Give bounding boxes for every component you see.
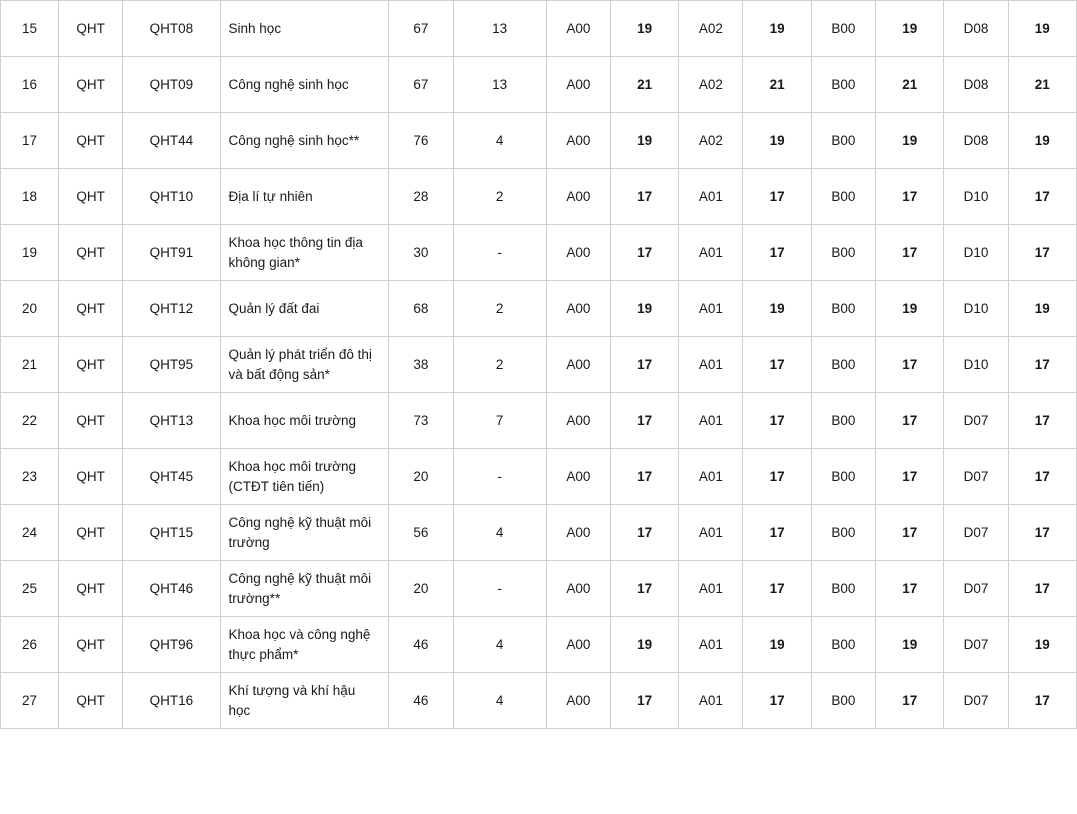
cell-blk4: D10 (944, 281, 1008, 337)
cell-stt: 20 (1, 281, 59, 337)
cell-score4: 17 (1008, 449, 1076, 505)
cell-score3: 21 (876, 57, 944, 113)
table-row (1, 505, 1077, 561)
cell-score1: 17 (610, 561, 678, 617)
cell-score3: 17 (876, 225, 944, 281)
cell-blk1: A00 (546, 449, 610, 505)
cell-score2: 19 (743, 281, 811, 337)
cell-score3: 19 (876, 617, 944, 673)
cell-stt: 24 (1, 505, 59, 561)
cell-stt: 22 (1, 393, 59, 449)
cell-quota: 67 (389, 1, 453, 57)
cell-score2: 17 (743, 337, 811, 393)
cell-score4: 19 (1008, 1, 1076, 57)
cell-code: QHT08 (123, 1, 220, 57)
cell-blk2: A01 (679, 449, 743, 505)
cell-blk2: A02 (679, 113, 743, 169)
cell-code: QHT10 (123, 169, 220, 225)
table-row (1, 225, 1077, 281)
cell-blk3: B00 (811, 673, 875, 729)
table-row (1, 561, 1077, 617)
cell-group: QHT (58, 337, 122, 393)
cell-stt: 19 (1, 225, 59, 281)
cell-stt: 15 (1, 1, 59, 57)
cell-score4: 19 (1008, 281, 1076, 337)
cell-score1: 17 (610, 337, 678, 393)
cell-score1: 17 (610, 673, 678, 729)
cell-blk4: D10 (944, 225, 1008, 281)
cell-blk3: B00 (811, 281, 875, 337)
cell-stt: 16 (1, 57, 59, 113)
cell-blk3: B00 (811, 337, 875, 393)
cell-major: Khoa học và công nghệ thực phẩm* (220, 617, 389, 673)
cell-score4: 19 (1008, 113, 1076, 169)
cell-score3: 19 (876, 113, 944, 169)
cell-score1: 17 (610, 169, 678, 225)
cell-code: QHT12 (123, 281, 220, 337)
cell-score2: 19 (743, 1, 811, 57)
cell-blk4: D07 (944, 505, 1008, 561)
cell-blk4: D07 (944, 617, 1008, 673)
cell-code: QHT13 (123, 393, 220, 449)
cell-major: Quản lý phát triển đô thị và bất động sản* (220, 337, 389, 393)
cell-stt: 26 (1, 617, 59, 673)
cell-group: QHT (58, 169, 122, 225)
cell-blk2: A02 (679, 1, 743, 57)
cell-enrolled: 4 (453, 113, 546, 169)
cell-quota: 28 (389, 169, 453, 225)
cell-major: Địa lí tự nhiên (220, 169, 389, 225)
cell-enrolled: 2 (453, 169, 546, 225)
cell-major: Khí tượng và khí hậu học (220, 673, 389, 729)
table-row (1, 169, 1077, 225)
cell-enrolled: 2 (453, 337, 546, 393)
table-row (1, 617, 1077, 673)
cell-enrolled: - (453, 561, 546, 617)
cell-score2: 17 (743, 169, 811, 225)
cell-blk1: A00 (546, 225, 610, 281)
cell-score2: 17 (743, 393, 811, 449)
cell-blk3: B00 (811, 169, 875, 225)
cell-blk3: B00 (811, 617, 875, 673)
cell-enrolled: 13 (453, 57, 546, 113)
cell-blk3: B00 (811, 225, 875, 281)
cell-score3: 17 (876, 169, 944, 225)
cell-score2: 17 (743, 449, 811, 505)
cell-quota: 67 (389, 57, 453, 113)
cell-score1: 19 (610, 281, 678, 337)
cell-quota: 30 (389, 225, 453, 281)
cell-blk4: D07 (944, 561, 1008, 617)
cell-blk1: A00 (546, 393, 610, 449)
cell-blk4: D08 (944, 113, 1008, 169)
cell-blk4: D10 (944, 169, 1008, 225)
table-row (1, 1, 1077, 57)
table-row (1, 393, 1077, 449)
cell-major: Khoa học thông tin địa không gian* (220, 225, 389, 281)
cell-blk2: A01 (679, 505, 743, 561)
cell-major: Công nghệ kỹ thuật môi trường** (220, 561, 389, 617)
table-row (1, 449, 1077, 505)
cell-score2: 17 (743, 561, 811, 617)
cell-score4: 21 (1008, 57, 1076, 113)
cell-group: QHT (58, 449, 122, 505)
cell-score3: 17 (876, 449, 944, 505)
cell-code: QHT95 (123, 337, 220, 393)
cell-major: Công nghệ kỹ thuật môi trường (220, 505, 389, 561)
cell-score3: 17 (876, 505, 944, 561)
cell-blk2: A01 (679, 393, 743, 449)
cell-quota: 56 (389, 505, 453, 561)
cell-blk3: B00 (811, 505, 875, 561)
cell-enrolled: 7 (453, 393, 546, 449)
cell-score3: 19 (876, 281, 944, 337)
cell-group: QHT (58, 57, 122, 113)
cell-stt: 25 (1, 561, 59, 617)
cell-blk4: D07 (944, 449, 1008, 505)
cell-score3: 17 (876, 393, 944, 449)
cell-quota: 46 (389, 673, 453, 729)
cell-score1: 17 (610, 505, 678, 561)
cell-blk1: A00 (546, 57, 610, 113)
cell-blk1: A00 (546, 561, 610, 617)
cell-blk1: A00 (546, 281, 610, 337)
cell-score4: 17 (1008, 505, 1076, 561)
cell-blk1: A00 (546, 169, 610, 225)
cell-score2: 19 (743, 113, 811, 169)
cell-major: Sinh học (220, 1, 389, 57)
cell-enrolled: 4 (453, 617, 546, 673)
table-row (1, 673, 1077, 729)
cell-score4: 17 (1008, 337, 1076, 393)
cell-score1: 21 (610, 57, 678, 113)
cell-code: QHT16 (123, 673, 220, 729)
cell-score3: 17 (876, 673, 944, 729)
cell-blk2: A01 (679, 281, 743, 337)
cell-blk2: A02 (679, 57, 743, 113)
cell-group: QHT (58, 113, 122, 169)
cell-score3: 19 (876, 1, 944, 57)
cell-enrolled: 4 (453, 673, 546, 729)
cell-code: QHT46 (123, 561, 220, 617)
cell-blk4: D07 (944, 393, 1008, 449)
cell-major: Khoa học môi trường (220, 393, 389, 449)
cell-quota: 73 (389, 393, 453, 449)
cell-score2: 21 (743, 57, 811, 113)
cell-code: QHT91 (123, 225, 220, 281)
cell-blk2: A01 (679, 561, 743, 617)
cell-code: QHT45 (123, 449, 220, 505)
cell-blk2: A01 (679, 617, 743, 673)
table-row (1, 281, 1077, 337)
cell-score3: 17 (876, 561, 944, 617)
cell-code: QHT15 (123, 505, 220, 561)
cell-blk3: B00 (811, 449, 875, 505)
cell-score2: 17 (743, 225, 811, 281)
cell-code: QHT96 (123, 617, 220, 673)
cell-stt: 23 (1, 449, 59, 505)
cell-blk2: A01 (679, 673, 743, 729)
cell-blk4: D07 (944, 673, 1008, 729)
cell-quota: 20 (389, 561, 453, 617)
cell-score4: 17 (1008, 673, 1076, 729)
cell-blk2: A01 (679, 337, 743, 393)
cell-score4: 17 (1008, 169, 1076, 225)
table-row (1, 113, 1077, 169)
cell-enrolled: 13 (453, 1, 546, 57)
cell-quota: 46 (389, 617, 453, 673)
cell-enrolled: 2 (453, 281, 546, 337)
cell-blk1: A00 (546, 113, 610, 169)
table-body (1, 1, 1077, 729)
cell-blk1: A00 (546, 337, 610, 393)
cell-score4: 19 (1008, 617, 1076, 673)
cell-stt: 27 (1, 673, 59, 729)
cell-group: QHT (58, 673, 122, 729)
table-row (1, 337, 1077, 393)
cell-blk3: B00 (811, 113, 875, 169)
cell-blk1: A00 (546, 505, 610, 561)
cell-major: Công nghệ sinh học (220, 57, 389, 113)
cell-score2: 17 (743, 673, 811, 729)
cell-stt: 21 (1, 337, 59, 393)
cell-group: QHT (58, 505, 122, 561)
cell-blk2: A01 (679, 225, 743, 281)
cell-score1: 19 (610, 617, 678, 673)
cell-major: Khoa học môi trường (CTĐT tiên tiến) (220, 449, 389, 505)
cell-blk1: A00 (546, 1, 610, 57)
cell-quota: 38 (389, 337, 453, 393)
cell-blk4: D10 (944, 337, 1008, 393)
cell-score2: 19 (743, 617, 811, 673)
cell-group: QHT (58, 617, 122, 673)
cell-quota: 68 (389, 281, 453, 337)
cell-blk2: A01 (679, 169, 743, 225)
cell-quota: 20 (389, 449, 453, 505)
table-row (1, 57, 1077, 113)
cell-major: Quản lý đất đai (220, 281, 389, 337)
cell-score4: 17 (1008, 561, 1076, 617)
cell-score1: 19 (610, 1, 678, 57)
cell-group: QHT (58, 1, 122, 57)
cell-score4: 17 (1008, 393, 1076, 449)
cell-score4: 17 (1008, 225, 1076, 281)
cell-stt: 18 (1, 169, 59, 225)
cell-blk4: D08 (944, 57, 1008, 113)
cell-enrolled: - (453, 225, 546, 281)
cell-score1: 19 (610, 113, 678, 169)
cell-blk4: D08 (944, 1, 1008, 57)
cell-score3: 17 (876, 337, 944, 393)
cell-score1: 17 (610, 449, 678, 505)
cell-group: QHT (58, 281, 122, 337)
cell-score2: 17 (743, 505, 811, 561)
cell-group: QHT (58, 225, 122, 281)
cell-group: QHT (58, 561, 122, 617)
cell-stt: 17 (1, 113, 59, 169)
cell-blk3: B00 (811, 57, 875, 113)
cell-score1: 17 (610, 393, 678, 449)
cell-quota: 76 (389, 113, 453, 169)
cell-blk1: A00 (546, 673, 610, 729)
cell-blk3: B00 (811, 1, 875, 57)
cell-score1: 17 (610, 225, 678, 281)
cell-major: Công nghệ sinh học** (220, 113, 389, 169)
cell-blk3: B00 (811, 393, 875, 449)
cell-code: QHT44 (123, 113, 220, 169)
cell-blk1: A00 (546, 617, 610, 673)
cell-enrolled: 4 (453, 505, 546, 561)
cell-group: QHT (58, 393, 122, 449)
cell-code: QHT09 (123, 57, 220, 113)
cell-enrolled: - (453, 449, 546, 505)
cell-blk3: B00 (811, 561, 875, 617)
